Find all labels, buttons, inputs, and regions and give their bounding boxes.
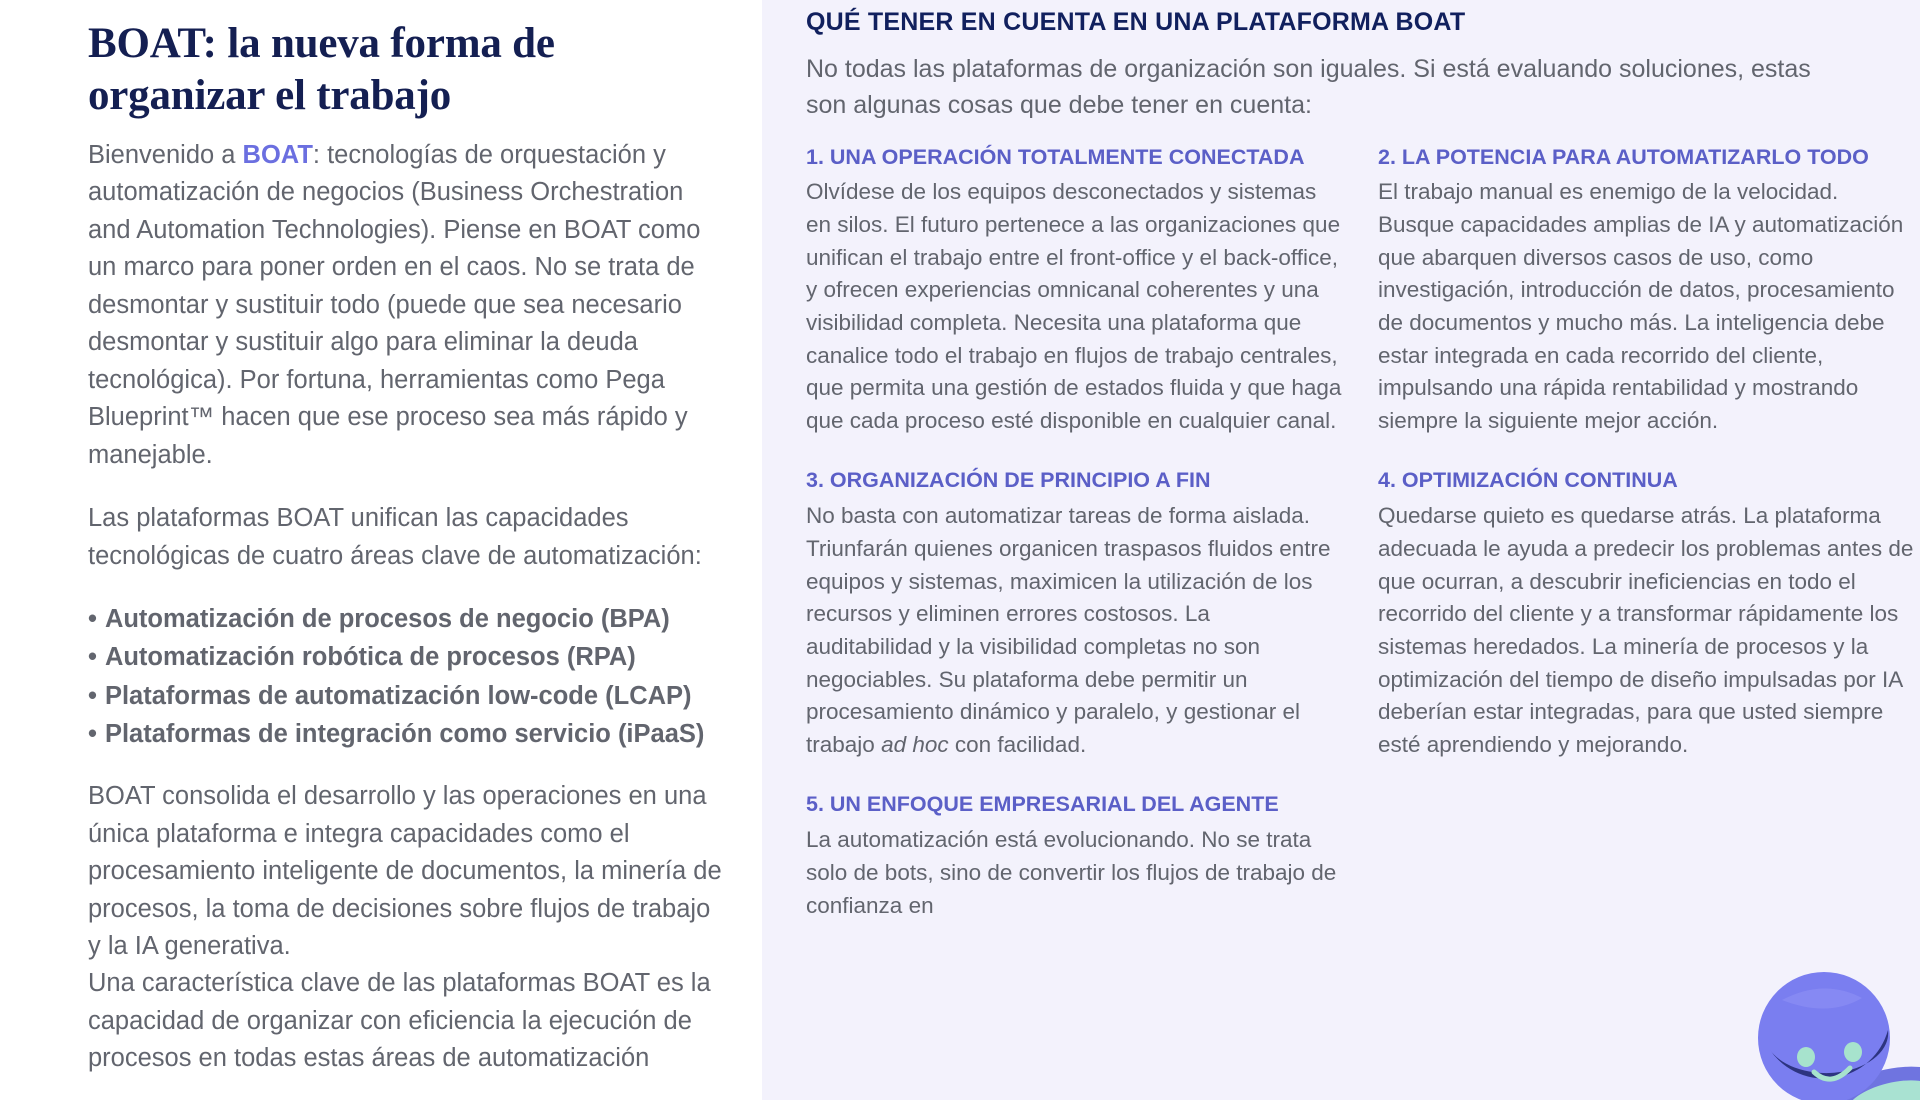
intro-text-after: : tecnologías de orquestación y automatización de negocios (Business Orchestration and Automation Technologies). Piense en BOAT como un marco para poner orden en el caos. No se trata de desmontar y sustituir todo (puede que sea necesario desmontar y sustituir algo para eliminar la deuda tecnológica). Por fortuna, herramientas como Pega Blueprint™ hacen que ese proceso sea más rápido y manejable. bbox=[88, 140, 701, 469]
card-body: La automatización está evolucionando. No se trata solo de bots, sino de convertir los flujos de trabajo de confianza en bbox=[806, 827, 1337, 918]
list-item: • Plataformas de automatización low-code (LCAP) bbox=[88, 678, 730, 714]
key-feature-paragraph: Una característica clave de las plataformas BOAT es la capacidad de organizar con eficiencia la ejecución de procesos en todas estas áreas de automatización bbox=[88, 969, 711, 1073]
card-body: El trabajo manual es enemigo de la velocidad. Busque capacidades amplias de IA y automatización que abarquen diversos casos de uso, como investigación, introducción de datos, procesamiento de documentos y mucho más. La inteligencia debe estar integrada en cada recorrido del cliente, impulsando una rápida rentabilidad y mostrando siempre la siguiente mejor acción. bbox=[1378, 179, 1904, 433]
intro-paragraph bbox=[88, 137, 730, 474]
page-title: BOAT: la nueva forma de organizar el trabajo bbox=[88, 20, 555, 120]
card-body-emphasis: ad hoc bbox=[881, 731, 949, 757]
consideration-card-4 bbox=[1378, 467, 1914, 783]
automation-areas-list bbox=[88, 601, 730, 752]
card-title: 4. OPTIMIZACIÓN CONTINUA bbox=[1378, 468, 1678, 493]
panel-title: QUÉ TENER EN CUENTA EN UNA PLATAFORMA BOAT bbox=[806, 8, 1466, 36]
robot-mascot-icon bbox=[1736, 964, 1920, 1100]
card-title: 5. UN ENFOQUE EMPRESARIAL DEL AGENTE bbox=[806, 792, 1279, 817]
boat-brand-highlight: BOAT bbox=[242, 140, 313, 169]
consolidation-paragraph: BOAT consolida el desarrollo y las operaciones en una única plataforma e integra capacidades como el procesamiento inteligente de documentos, la minería de procesos, la toma de decisiones sobre flujos de trabajo y la IA generativa. bbox=[88, 782, 722, 960]
card-body: Olvídese de los equipos desconectados y sistemas en silos. El futuro pertenece a las organizaciones que unifican el trabajo entre el front-office y el back-office, y ofrecen experiencias omnicanal coherentes y una visibilidad completa. Necesita una plataforma que canalice todo el trabajo en flujos de trabajo centrales, que permita una gestión de estados fluida y que haga que cada proceso esté disponible en cualquier canal. bbox=[806, 179, 1342, 433]
panel-intro-text: No todas las plataformas de organización son iguales. Si está evaluando soluciones, estas son algunas cosas que debe tener en cuenta: bbox=[806, 55, 1811, 120]
card-body-part-2: con facilidad. bbox=[948, 731, 1087, 757]
consideration-card-1 bbox=[806, 144, 1342, 460]
capabilities-lead-paragraph: Las plataformas BOAT unifican las capacidades tecnológicas de cuatro áreas clave de automatización: bbox=[88, 504, 702, 570]
considerations-card-grid bbox=[806, 144, 1914, 945]
consideration-card-3 bbox=[806, 467, 1342, 783]
consideration-card-5 bbox=[806, 791, 1342, 944]
card-title: 1. UNA OPERACIÓN TOTALMENTE CONECTADA bbox=[806, 144, 1305, 169]
card-title: 2. LA POTENCIA PARA AUTOMATIZARLO TODO bbox=[1378, 144, 1869, 169]
card-body-part-1: No basta con automatizar tareas de forma aislada. Triunfarán quienes organicen traspasos fluidos entre equipos y sistemas, maximicen la utilización de los recursos y eliminen errores costosos. La auditabilidad y la visibilidad completas no son negociables. Su plataforma debe permitir un procesamiento dinámico y paralelo, y gestionar el trabajo bbox=[806, 503, 1331, 757]
intro-text-before: Bienvenido a bbox=[88, 140, 243, 169]
card-body bbox=[806, 500, 1342, 761]
card-body: Quedarse quieto es quedarse atrás. La plataforma adecuada le ayuda a predecir los problemas antes de que ocurran, a descubrir ineficiencias en todo el recorrido del cliente y a transformar rápidamente los sistemas heredados. La minería de procesos y la optimización del tiempo de diseño impulsadas por IA deberían estar integradas, para que usted siempre esté aprendiendo y mejorando. bbox=[1378, 503, 1914, 757]
article-left-column bbox=[0, 0, 762, 1100]
consideration-card-2 bbox=[1378, 144, 1914, 460]
list-item: • Plataformas de integración como servicio (iPaaS) bbox=[88, 716, 730, 752]
list-item: • Automatización de procesos de negocio (BPA) bbox=[88, 601, 730, 637]
considerations-panel bbox=[762, 0, 1920, 1100]
card-title: 3. ORGANIZACIÓN DE PRINCIPIO A FIN bbox=[806, 468, 1211, 493]
list-item: • Automatización robótica de procesos (RPA) bbox=[88, 639, 730, 675]
